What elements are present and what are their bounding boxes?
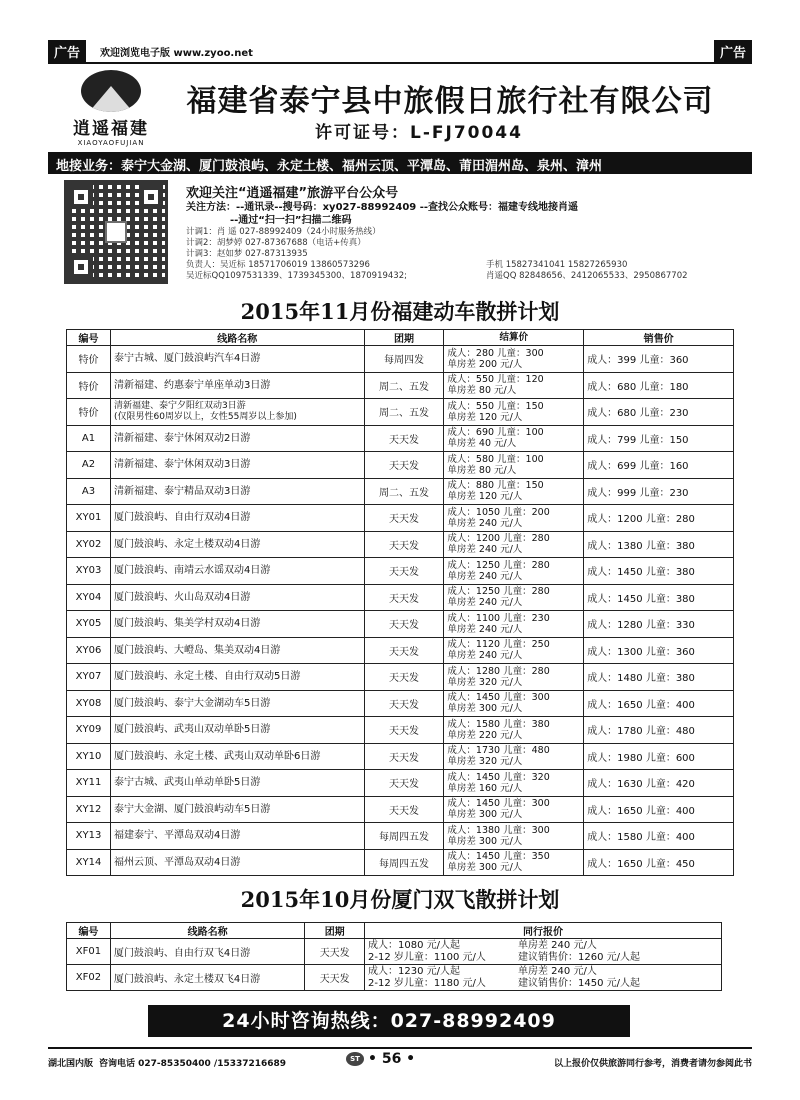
tour-date: 天天发 (364, 425, 444, 452)
footer-edition (48, 1056, 286, 1069)
tour-date: 周二、五发 (364, 372, 444, 399)
tour-date: 天天发 (364, 505, 444, 532)
net-price (444, 558, 584, 585)
tour-date: 天天发 (364, 770, 444, 797)
col-route: 线路名称 (110, 330, 364, 346)
table-row (67, 584, 734, 611)
col-net-price: 结算价 (444, 330, 584, 346)
tour-route: 清新福建、泰宁休闲双动2日游 (110, 425, 364, 452)
sale-price: 成人：1450 儿童：380 (584, 558, 734, 585)
tour-code: XY11 (67, 770, 111, 797)
sale-price: 成人：1200 儿童：280 (584, 505, 734, 532)
sale-price: 成人：1780 儿童：480 (584, 717, 734, 744)
tour-date: 每周四五发 (364, 849, 444, 876)
tour-route: 泰宁古城、武夷山单动单卧5日游 (110, 770, 364, 797)
section-title-train: 2015年11月份福建动车散拼计划 (240, 299, 560, 324)
trade-price (365, 939, 722, 965)
license-number: 许可证号：L-FJ70044 (315, 123, 523, 143)
single-room-supplement: 单房差 120 元/人 (447, 411, 523, 423)
tour-date: 周二、五发 (364, 399, 444, 426)
net-price (444, 425, 584, 452)
net-price-adult: 成人：1450 儿童：300 (447, 798, 550, 810)
table-row (67, 690, 734, 717)
net-price-adult: 成人：1250 儿童：280 (447, 559, 550, 571)
single-room-supplement: 单房差 220 元/人 (447, 729, 523, 741)
tour-route: 厦门鼓浪屿、武夷山双动单卧5日游 (110, 717, 364, 744)
contact-2: 计调2：胡梦婷 027-87367688（电话+传真） (186, 238, 366, 248)
tour-code: XY03 (67, 558, 111, 585)
tour-code: 特价 (67, 399, 111, 426)
tour-date: 周二、五发 (364, 478, 444, 505)
tour-route: 厦门鼓浪屿、自由行双飞4日游 (110, 939, 304, 965)
manager-qq: 吴近标QQ1097531339、1739345300、1870919432; (186, 271, 407, 281)
tour-code: A2 (67, 452, 111, 479)
table-row (67, 743, 734, 770)
net-price (444, 584, 584, 611)
net-price (444, 770, 584, 797)
logo-english: XIAOYAOFUJIAN (77, 139, 145, 147)
table-row (67, 717, 734, 744)
net-price-adult: 成人：690 儿童：100 (447, 427, 544, 439)
tour-route: 泰宁大金湖、厦门鼓浪屿动车5日游 (110, 796, 364, 823)
tour-route: 泰宁古城、厦门鼓浪屿汽车4日游 (110, 346, 364, 373)
site-url: 欢迎浏览电子版 www.zyoo.net (100, 48, 253, 59)
services-bar: 地接业务：泰宁大金湖、厦门鼓浪屿、永定土楼、福州云顶、平潭岛、莆田湄州岛、泉州、漳州 (48, 152, 752, 174)
single-room-supplement: 单房差 320 元/人 (447, 676, 523, 688)
tour-route: 福建泰宁、平潭岛双动4日游 (110, 823, 364, 850)
contact-3: 计调3：赵如梦 027-87313935 (186, 249, 308, 259)
net-price (444, 849, 584, 876)
suggested-price: 建议销售价：1450 元/人起 (518, 977, 640, 989)
col-code: 编号 (67, 923, 111, 939)
page-number (346, 1051, 415, 1067)
tour-code: XY01 (67, 505, 111, 532)
net-price (444, 717, 584, 744)
single-room-supplement: 单房差 320 元/人 (447, 756, 523, 768)
table-header-row (67, 330, 734, 346)
child-price: 2-12 岁儿童：1180 元/人 (368, 977, 486, 989)
single-room-supplement: 单房差 300 元/人 (447, 809, 523, 821)
tour-route: 厦门鼓浪屿、永定土楼、自由行双动5日游 (110, 664, 364, 691)
tour-route: 厦门鼓浪屿、集美学村双动4日游 (110, 611, 364, 638)
table-row (67, 425, 734, 452)
mountain-logo-icon (81, 70, 141, 112)
tour-route: 厦门鼓浪屿、永定土楼、武夷山双动单卧6日游 (110, 743, 364, 770)
net-price-adult: 成人：280 儿童：300 (447, 347, 544, 359)
trade-price (365, 965, 722, 991)
child-price: 2-12 岁儿童：1100 元/人 (368, 951, 486, 963)
tour-date: 天天发 (364, 584, 444, 611)
table-row (67, 346, 734, 373)
table-row (67, 823, 734, 850)
net-price (444, 372, 584, 399)
tour-code: XY12 (67, 796, 111, 823)
sale-price: 成人：1650 儿童：450 (584, 849, 734, 876)
tour-code: XY02 (67, 531, 111, 558)
tour-code: XY08 (67, 690, 111, 717)
net-price-adult: 成人：1280 儿童：280 (447, 665, 550, 677)
tour-date: 每周四五发 (364, 823, 444, 850)
table-row (67, 637, 734, 664)
publisher-badge-icon: ST (346, 1052, 364, 1066)
edition-label: 湖北国内版 (48, 1059, 94, 1069)
col-route: 线路名称 (110, 923, 304, 939)
table-header-row (67, 923, 722, 939)
flight-tour-table (66, 922, 722, 991)
single-room-supplement: 单房差 240 元/人 (447, 570, 523, 582)
tour-date: 天天发 (305, 965, 365, 991)
hotline-banner: 24小时咨询热线：027-88992409 (148, 1005, 630, 1037)
company-logo (56, 70, 166, 150)
net-price-adult: 成人：1120 儿童：250 (447, 639, 550, 651)
single-room-supplement: 单房差 80 元/人 (447, 385, 517, 397)
price-grid (368, 966, 718, 990)
single-room-supplement: 单房差 240 元/人 (447, 544, 523, 556)
sale-price: 成人：1280 儿童：330 (584, 611, 734, 638)
tour-code: A3 (67, 478, 111, 505)
table-row (67, 796, 734, 823)
sale-price: 成人：399 儿童：360 (584, 346, 734, 373)
tour-code: XF01 (67, 939, 111, 965)
tour-code: XF02 (67, 965, 111, 991)
tour-route: 清新福建、泰宁夕阳红双动3日游 (仅限男性60周岁以上，女性55周岁以上参加) (110, 399, 364, 426)
scan-method: --通过“扫一扫”扫描二维码 (230, 215, 352, 226)
sale-price: 成人：1300 儿童：360 (584, 637, 734, 664)
section-title-flight: 2015年10月份厦门双飞散拼计划 (240, 887, 560, 912)
sale-price: 成人：699 儿童：160 (584, 452, 734, 479)
sale-price: 成人：1380 儿童：380 (584, 531, 734, 558)
consult-phone: 咨询电话 027-85350400 /15337216689 (99, 1059, 287, 1069)
sale-price: 成人：680 儿童：230 (584, 399, 734, 426)
tour-code: XY13 (67, 823, 111, 850)
tour-route: 清新福建、泰宁休闲双动3日游 (110, 452, 364, 479)
contact-qq: 肖遥QQ 82848656、2412065533、2950867702 (486, 271, 688, 281)
single-room-supplement: 单房差 240 元/人 (518, 939, 597, 951)
net-price (444, 452, 584, 479)
tour-route: 厦门鼓浪屿、大嶝岛、集美双动4日游 (110, 637, 364, 664)
single-room-supplement: 单房差 300 元/人 (447, 835, 523, 847)
tour-code: XY14 (67, 849, 111, 876)
tour-date: 天天发 (364, 664, 444, 691)
sale-price: 成人：1580 儿童：400 (584, 823, 734, 850)
sale-price: 成人：1650 儿童：400 (584, 690, 734, 717)
tour-date: 天天发 (364, 558, 444, 585)
net-price-adult: 成人：1200 儿童：280 (447, 533, 550, 545)
col-date: 团期 (305, 923, 365, 939)
tour-date: 天天发 (364, 452, 444, 479)
qr-code-icon (64, 180, 168, 284)
tour-date: 天天发 (364, 690, 444, 717)
single-room-supplement: 单房差 240 元/人 (447, 597, 523, 609)
tour-date: 天天发 (364, 637, 444, 664)
net-price-adult: 成人：1380 儿童：300 (447, 824, 550, 836)
tour-code: 特价 (67, 346, 111, 373)
net-price-adult: 成人：1730 儿童：480 (447, 745, 550, 757)
company-name: 福建省泰宁县中旅假日旅行社有限公司 (186, 84, 714, 119)
tour-code: A1 (67, 425, 111, 452)
tour-code: XY07 (67, 664, 111, 691)
tour-route: 清新福建、泰宁精品双动3日游 (110, 478, 364, 505)
adult-price: 成人：1080 元/人起 (368, 939, 460, 951)
table-row (67, 849, 734, 876)
ad-label-right: 广告 (714, 40, 752, 63)
net-price-adult: 成人：1450 儿童：350 (447, 851, 550, 863)
sale-price: 成人：1980 儿童：600 (584, 743, 734, 770)
tour-route: 清新福建、约惠泰宁单座单动3日游 (110, 372, 364, 399)
net-price (444, 346, 584, 373)
tour-date: 天天发 (305, 939, 365, 965)
price-grid (368, 940, 718, 964)
net-price-adult: 成人：550 儿童：150 (447, 400, 544, 412)
single-room-supplement: 单房差 240 元/人 (447, 623, 523, 635)
single-room-supplement: 单房差 240 元/人 (518, 965, 597, 977)
net-price (444, 399, 584, 426)
net-price-adult: 成人：880 儿童：150 (447, 480, 544, 492)
tour-code: 特价 (67, 372, 111, 399)
follow-method: 关注方法：--通讯录--搜号码：xy027-88992409 --查找公众账号：福建专线地接肖遥 (186, 202, 579, 213)
table-row (67, 611, 734, 638)
sale-price: 成人：799 儿童：150 (584, 425, 734, 452)
tour-route: 厦门鼓浪屿、自由行双动4日游 (110, 505, 364, 532)
col-code: 编号 (67, 330, 111, 346)
table-row (67, 558, 734, 585)
net-price (444, 637, 584, 664)
net-price-adult: 成人：580 儿童：100 (447, 453, 544, 465)
footer-divider (48, 1047, 752, 1049)
tour-route: 厦门鼓浪屿、永定土楼双动4日游 (110, 531, 364, 558)
single-room-supplement: 单房差 300 元/人 (447, 703, 523, 715)
page-num-text: • 56 • (368, 1051, 416, 1067)
net-price (444, 505, 584, 532)
wechat-info (186, 182, 746, 282)
tour-code: XY06 (67, 637, 111, 664)
net-price (444, 478, 584, 505)
tour-route: 厦门鼓浪屿、南靖云水谣双动4日游 (110, 558, 364, 585)
sale-price: 成人：1450 儿童：380 (584, 584, 734, 611)
logo-name: 逍遥福建 (73, 119, 149, 139)
wechat-title: 欢迎关注“逍遥福建”旅游平台公众号 (186, 186, 399, 201)
tour-date: 天天发 (364, 743, 444, 770)
net-price-adult: 成人：1100 儿童：230 (447, 612, 550, 624)
tour-date: 天天发 (364, 531, 444, 558)
table-row (67, 965, 722, 991)
net-price (444, 823, 584, 850)
tour-date: 天天发 (364, 717, 444, 744)
net-price (444, 743, 584, 770)
sale-price: 成人：1480 儿童：380 (584, 664, 734, 691)
tour-route: 福州云顶、平潭岛双动4日游 (110, 849, 364, 876)
net-price-adult: 成人：1450 儿童：320 (447, 771, 550, 783)
sale-price: 成人：1650 儿童：400 (584, 796, 734, 823)
tour-route: 厦门鼓浪屿、永定土楼双飞4日游 (110, 965, 304, 991)
net-price-adult: 成人：1050 儿童：200 (447, 506, 550, 518)
col-date: 团期 (364, 330, 444, 346)
single-room-supplement: 单房差 240 元/人 (447, 650, 523, 662)
net-price-adult: 成人：550 儿童：120 (447, 374, 544, 386)
tour-route: 厦门鼓浪屿、泰宁大金湖动车5日游 (110, 690, 364, 717)
col-trade-price: 同行报价 (365, 923, 722, 939)
table-row (67, 478, 734, 505)
single-room-supplement: 单房差 160 元/人 (447, 782, 523, 794)
col-sale-price: 销售价 (584, 330, 734, 346)
tour-route: 厦门鼓浪屿、火山岛双动4日游 (110, 584, 364, 611)
net-price (444, 796, 584, 823)
footer-disclaimer: 以上报价仅供旅游同行参考，消费者请勿参阅此书 (553, 1059, 752, 1069)
tour-code: XY10 (67, 743, 111, 770)
tour-code: XY09 (67, 717, 111, 744)
manager-phone: 负责人：吴近标 18571706019 13860573296 (186, 260, 370, 270)
tour-date: 天天发 (364, 796, 444, 823)
adult-price: 成人：1230 元/人起 (368, 965, 460, 977)
table-row (67, 399, 734, 426)
net-price-adult: 成人：1580 儿童：380 (447, 718, 550, 730)
single-room-supplement: 单房差 80 元/人 (447, 464, 517, 476)
net-price (444, 664, 584, 691)
tour-code: XY04 (67, 584, 111, 611)
single-room-supplement: 单房差 40 元/人 (447, 438, 517, 450)
tour-date: 天天发 (364, 611, 444, 638)
table-row (67, 372, 734, 399)
table-row (67, 531, 734, 558)
top-divider (48, 62, 752, 64)
table-row (67, 664, 734, 691)
single-room-supplement: 单房差 200 元/人 (447, 358, 523, 370)
sale-price: 成人：1630 儿童：420 (584, 770, 734, 797)
suggested-price: 建议销售价：1260 元/人起 (518, 951, 640, 963)
sale-price: 成人：999 儿童：230 (584, 478, 734, 505)
train-tour-table (66, 329, 734, 876)
tour-code: XY05 (67, 611, 111, 638)
single-room-supplement: 单房差 240 元/人 (447, 517, 523, 529)
single-room-supplement: 单房差 300 元/人 (447, 862, 523, 874)
sale-price: 成人：680 儿童：180 (584, 372, 734, 399)
net-price (444, 531, 584, 558)
table-row (67, 505, 734, 532)
net-price (444, 611, 584, 638)
tour-date: 每周四发 (364, 346, 444, 373)
ad-label-left: 广告 (48, 40, 86, 63)
table-row (67, 939, 722, 965)
table-row (67, 452, 734, 479)
table-row (67, 770, 734, 797)
net-price (444, 690, 584, 717)
single-room-supplement: 单房差 120 元/人 (447, 491, 523, 503)
net-price-adult: 成人：1250 儿童：280 (447, 586, 550, 598)
net-price-adult: 成人：1450 儿童：300 (447, 692, 550, 704)
mobile-phone: 手机 15827341041 15827265930 (486, 260, 628, 270)
contact-1: 计调1：肖 遥 027-88992409（24小时服务热线） (186, 227, 381, 237)
